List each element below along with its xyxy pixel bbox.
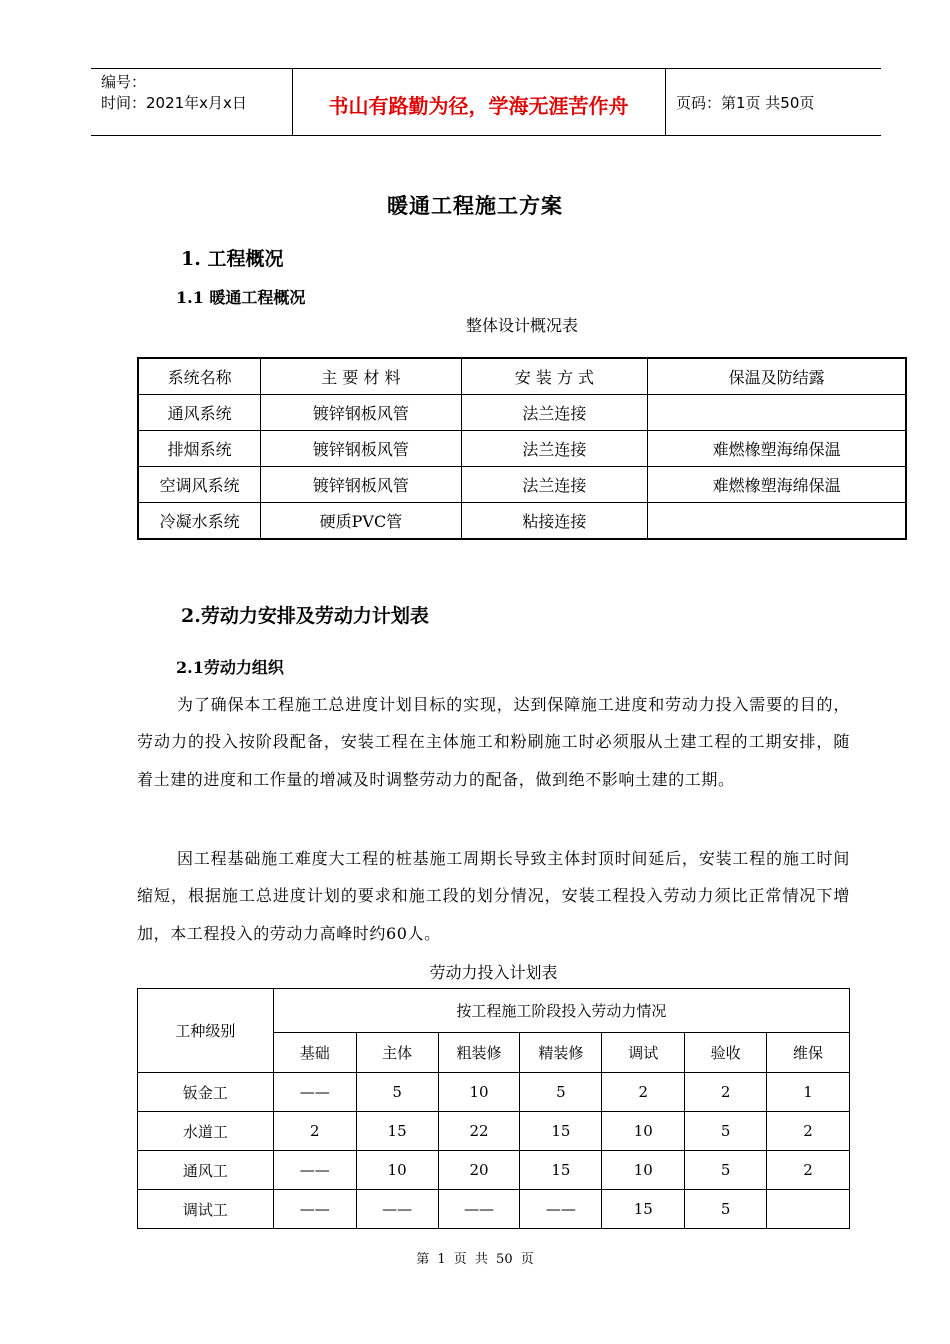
body-paragraph: 为了确保本工程施工总进度计划目标的实现，达到保障施工进度和劳动力投入需要的目的，劳动力的投入按阶段配备，安装工程在主体施工和粉刷施工时必须服从土建工程的工期安排，随着土建的进度和工作量的增减及时调整劳动力的配备，做到绝不影响土建的工期。 (137, 695, 850, 789)
table-row (138, 1190, 850, 1229)
table-header-cell: 主体 (356, 1033, 438, 1073)
table-cell: —— (520, 1190, 602, 1229)
header-meta (101, 72, 247, 114)
table-cell: 镀锌钢板风管 (261, 431, 462, 467)
table-cell: 排烟系统 (138, 431, 261, 467)
table-cell: 22 (438, 1112, 520, 1151)
header-time: 时间：2021年x月x日 (101, 94, 247, 112)
table-header-cell: 工种级别 (138, 989, 274, 1073)
table-cell: 粘接连接 (461, 503, 648, 540)
table-cell: 钣金工 (138, 1073, 274, 1112)
table-cell: 调试工 (138, 1190, 274, 1229)
table-cell: —— (438, 1190, 520, 1229)
table-cell: 2 (767, 1112, 850, 1151)
table-cell: 15 (356, 1112, 438, 1151)
table-cell: 5 (685, 1112, 767, 1151)
table-cell: 镀锌钢板风管 (261, 467, 462, 503)
table-caption: 劳动力投入计划表 (429, 963, 558, 982)
table-cell (648, 395, 906, 431)
header-number: 编号： (101, 73, 147, 91)
table-cell: 5 (685, 1151, 767, 1190)
table-cell: 2 (767, 1151, 850, 1190)
table-cell: 2 (273, 1112, 356, 1151)
header-page-number: 页码：第1页 共50页 (676, 94, 815, 112)
table-cell: —— (273, 1190, 356, 1229)
table-cell: 法兰连接 (461, 431, 648, 467)
header-divider (665, 68, 666, 135)
table-cell: 10 (602, 1112, 685, 1151)
table-cell: 15 (520, 1151, 602, 1190)
section-heading: 2.劳动力安排及劳动力计划表 (181, 605, 429, 627)
labor-plan-table (137, 988, 850, 1229)
table-cell: 10 (356, 1151, 438, 1190)
table-header-cell: 精装修 (520, 1033, 602, 1073)
table-cell: 空调风系统 (138, 467, 261, 503)
design-overview-table (137, 357, 907, 540)
table-header-row (138, 989, 850, 1033)
table-cell: 水道工 (138, 1112, 274, 1151)
table-row (138, 1073, 850, 1112)
table-cell: 1 (767, 1073, 850, 1112)
table-header-cell: 系统名称 (138, 358, 261, 395)
table-cell (767, 1190, 850, 1229)
table-cell: 2 (602, 1073, 685, 1112)
table-header-cell: 安 装 方 式 (461, 358, 648, 395)
table-row (138, 503, 906, 540)
table-header-cell: 按工程施工阶段投入劳动力情况 (273, 989, 849, 1033)
section-heading: 1. 工程概况 (181, 248, 284, 270)
table-header-cell: 保温及防结露 (648, 358, 906, 395)
subsection-heading: 2.1劳动力组织 (176, 658, 284, 677)
table-cell: —— (356, 1190, 438, 1229)
table-row (138, 395, 906, 431)
table-header-cell: 基础 (273, 1033, 356, 1073)
table-cell: —— (273, 1151, 356, 1190)
table-cell: 法兰连接 (461, 467, 648, 503)
subsection-heading: 1.1 暖通工程概况 (176, 288, 306, 307)
table-cell (648, 503, 906, 540)
document-title: 暖通工程施工方案 (387, 193, 563, 218)
table-cell: 10 (438, 1073, 520, 1112)
table-header-cell: 验收 (685, 1033, 767, 1073)
table-cell: 15 (520, 1112, 602, 1151)
table-cell: 通风工 (138, 1151, 274, 1190)
table-caption: 整体设计概况表 (465, 316, 578, 335)
header-top-rule (91, 68, 881, 69)
table-header-cell: 主 要 材 料 (261, 358, 462, 395)
body-paragraph: 因工程基础施工难度大工程的桩基施工周期长导致主体封顶时间延后，安装工程的施工时间缩短，根据施工总进度计划的要求和施工段的划分情况，安装工程投入劳动力须比正常情况下增加，本工程投入的劳动力高峰时约60人。 (137, 849, 850, 943)
table-cell: 硬质PVC管 (261, 503, 462, 540)
header-bottom-rule (91, 135, 881, 136)
table-cell: 15 (602, 1190, 685, 1229)
table-cell: 通风系统 (138, 395, 261, 431)
table-cell: 5 (520, 1073, 602, 1112)
table-cell: 20 (438, 1151, 520, 1190)
table-row (138, 1151, 850, 1190)
page-footer: 第 1 页 共 50 页 (416, 1252, 534, 1267)
table-header-cell: 调试 (602, 1033, 685, 1073)
table-cell: 10 (602, 1151, 685, 1190)
table-cell: 2 (685, 1073, 767, 1112)
table-cell: 难燃橡塑海绵保温 (648, 467, 906, 503)
table-header-cell: 维保 (767, 1033, 850, 1073)
table-cell: 法兰连接 (461, 395, 648, 431)
table-header-cell: 粗装修 (438, 1033, 520, 1073)
table-row (138, 467, 906, 503)
table-cell: 冷凝水系统 (138, 503, 261, 540)
table-cell: —— (273, 1073, 356, 1112)
table-cell: 5 (356, 1073, 438, 1112)
table-cell: 5 (685, 1190, 767, 1229)
table-row (138, 1112, 850, 1151)
table-cell: 镀锌钢板风管 (261, 395, 462, 431)
table-row (138, 431, 906, 467)
table-header-row (138, 358, 906, 395)
table-cell: 难燃橡塑海绵保温 (648, 431, 906, 467)
header-motto: 书山有路勤为径，学海无涯苦作舟 (328, 94, 629, 118)
